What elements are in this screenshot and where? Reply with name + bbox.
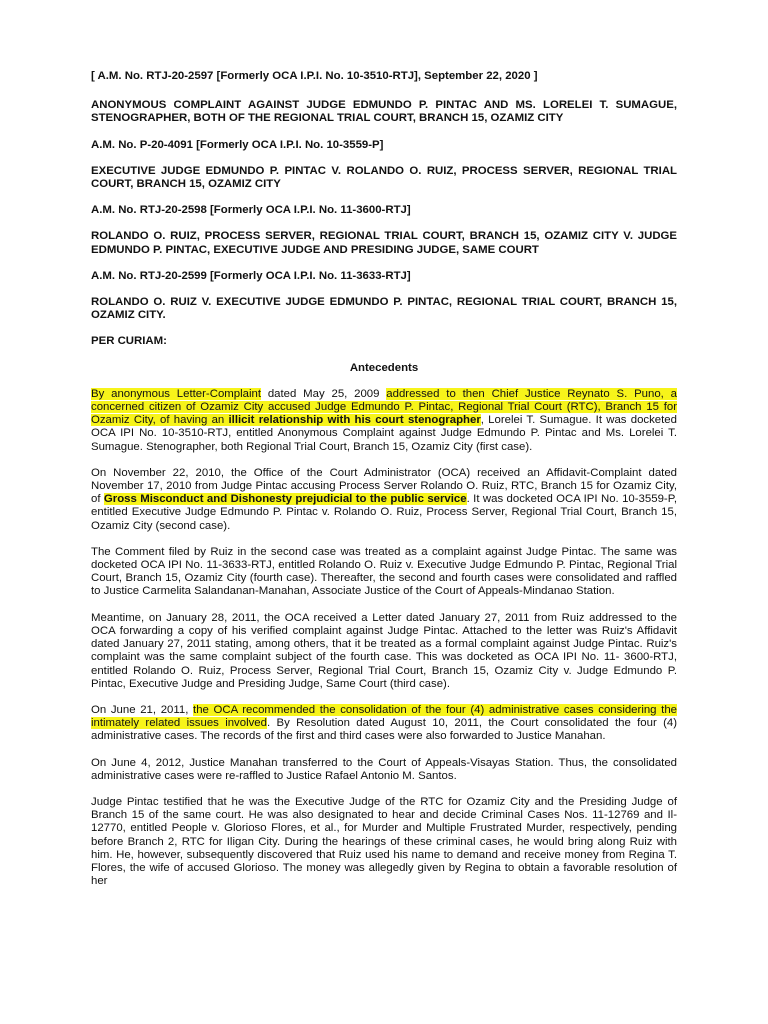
paragraph-2 — [91, 467, 677, 533]
case3-title: ROLANDO O. RUIZ, PROCESS SERVER, REGIONAL TRIAL COURT, BRANCH 15, OZAMIZ CITY V. JUDGE EDMUNDO P. PINTAC, EXECUTIVE JUDGE AND PRESIDING JUDGE, SAME COURT — [91, 230, 677, 256]
paragraph-3: The Comment filed by Ruiz in the second case was treated as a complaint against Judge Pintac. The same was docketed OCA IPI No. 11-3633-RTJ, entitled Rolando O. Ruiz v. Executive Judge Edmundo P. Pintac, Regional Trial Court, Branch 15, Ozamiz City (fourth case). Thereafter, the second and fourth cases were consolidated and raffled to Justice Carmelita Salandanan-Manahan, Associate Justice of the Court of Appeals-Mindanao Station. — [91, 545, 677, 598]
body-text: dated May 25, 2009 — [261, 387, 387, 400]
per-curiam: PER CURIAM: — [91, 335, 167, 348]
body-text: . It was docketed OCA IPI No. 10-3559-P, entitled Executive Judge Edmundo P. Pintac v. Rolando O. Ruiz, Process Server, Regional Trial Court, Branch 15, Ozamiz City (second case). — [91, 493, 677, 532]
paragraph-4: Meantime, on January 28, 2011, the OCA received a Letter dated January 27, 2011 from Ruiz addressed to the OCA forwarding a copy of his verified complaint against Judge Pintac. Attached to the letter was Ruiz's Affidavit dated January 27, 2011 stating, among others, that it be treated as a formal complaint against Judge Pintac. Ruiz's complaint was the same complaint subject of the fourth case. This was docketed as OCA IPI No. 11- 3600-RTJ, entitled Rolando O. Ruiz, Process Server, Regional Trial Court, Branch 15, Ozamiz City v. Judge Edmundo P. Pintac, Executive Judge and Presiding Judge, Same Court (third case). — [91, 611, 677, 690]
body-text: On November 22, 2010, the Office of the Court Administrator (OCA) received an Affidavit-Complaint dated November 17, 2010 from Judge Pintac accusing Process Server Rolando O. Ruiz, RTC, Branch 15 for Ozamiz City, of — [91, 466, 677, 506]
paragraph-5 — [91, 704, 677, 744]
highlighted-text: By anonymous Letter-Complaint — [91, 387, 262, 400]
paragraph-6: On June 4, 2012, Justice Manahan transferred to the Court of Appeals-Visayas Station. Thus, the consolidated administrative cases were re-raffled to Justice Rafael Antonio M. Santos. — [91, 756, 677, 782]
section-heading: Antecedents — [349, 361, 419, 374]
case1-title: ANONYMOUS COMPLAINT AGAINST JUDGE EDMUNDO P. PINTAC AND MS. LORELEI T. SUMAGUE, STENOGRAPHER, BOTH OF THE REGIONAL TRIAL COURT, BRANCH 15, OZAMIZ CITY — [91, 99, 677, 125]
case-caption: [ A.M. No. RTJ-20-2597 [Formerly OCA I.P.I. No. 10-3510-RTJ], September 22, 2020 ] — [91, 70, 538, 82]
case4-title: ROLANDO O. RUIZ V. EXECUTIVE JUDGE EDMUNDO P. PINTAC, REGIONAL TRIAL COURT, BRANCH 15, OZAMIZ CITY. — [91, 296, 677, 322]
case4-number: A.M. No. RTJ-20-2599 [Formerly OCA I.P.I. No. 11-3633-RTJ] — [91, 269, 411, 282]
body-text: On June 21, 2011, — [91, 703, 194, 716]
paragraph-1 — [91, 388, 677, 454]
highlighted-text: addressed to then Chief Justice Reynato S. Puno, a concerned citizen of Ozamiz City accused Judge Edmundo P. Pintac, Regional Trial Court (RTC), Branch 15 for Ozamiz City, of having an — [91, 387, 677, 427]
paragraph-7: Judge Pintac testified that he was the Executive Judge of the RTC for Ozamiz City and the Presiding Judge of Branch 15 of the same court. He was also designated to hear and decide Criminal Cases Nos. 11-12769 and Il-12770, entitled People v. Glorioso Flores, et al., for Murder and Multiple Frustrated Murder, respectively, pending before Branch 2, RTC for Iligan City. During the hearings of these criminal cases, he would bring along Ruiz with him. He, however, subsequently discovered that Ruiz used his name to demand and receive money from Regina T. Flores, the wife of accused Glorioso. The money was allegedly given by Regina to obtain a favorable resolution of her — [91, 795, 677, 888]
case3-number: A.M. No. RTJ-20-2598 [Formerly OCA I.P.I. No. 11-3600-RTJ] — [91, 204, 411, 217]
body-text: , Lorelei T. Sumague. It was docketed OCA IPI No. 10-3510-RTJ, entitled Anonymous Complaint against Judge Edmundo P. Pintac and Ms. Lorelei T. Sumague. Stenographer, both Regional Trial Court, Branch 15, Ozamiz City (first case). — [91, 414, 677, 453]
case2-title: EXECUTIVE JUDGE EDMUNDO P. PINTAC V. ROLANDO O. RUIZ, PROCESS SERVER, REGIONAL TRIAL COURT, BRANCH 15, OZAMIZ CITY — [91, 164, 677, 191]
highlighted-bold-text: Gross Misconduct and Dishonesty prejudicial to the public service — [103, 493, 467, 506]
case2-number: A.M. No. P-20-4091 [Formerly OCA I.P.I. No. 10-3559-P] — [91, 138, 384, 151]
highlighted-text: the OCA recommended the consolidation of the four (4) administrative cases considering the intimately related issues involved — [91, 703, 678, 730]
highlighted-bold-text: illicit relationship with his court stenographer — [228, 414, 481, 427]
body-text: . By Resolution dated August 10, 2011, the Court consolidated the four (4) administrative cases. The records of the first and third cases were also forwarded to Justice Manahan. — [91, 717, 677, 743]
